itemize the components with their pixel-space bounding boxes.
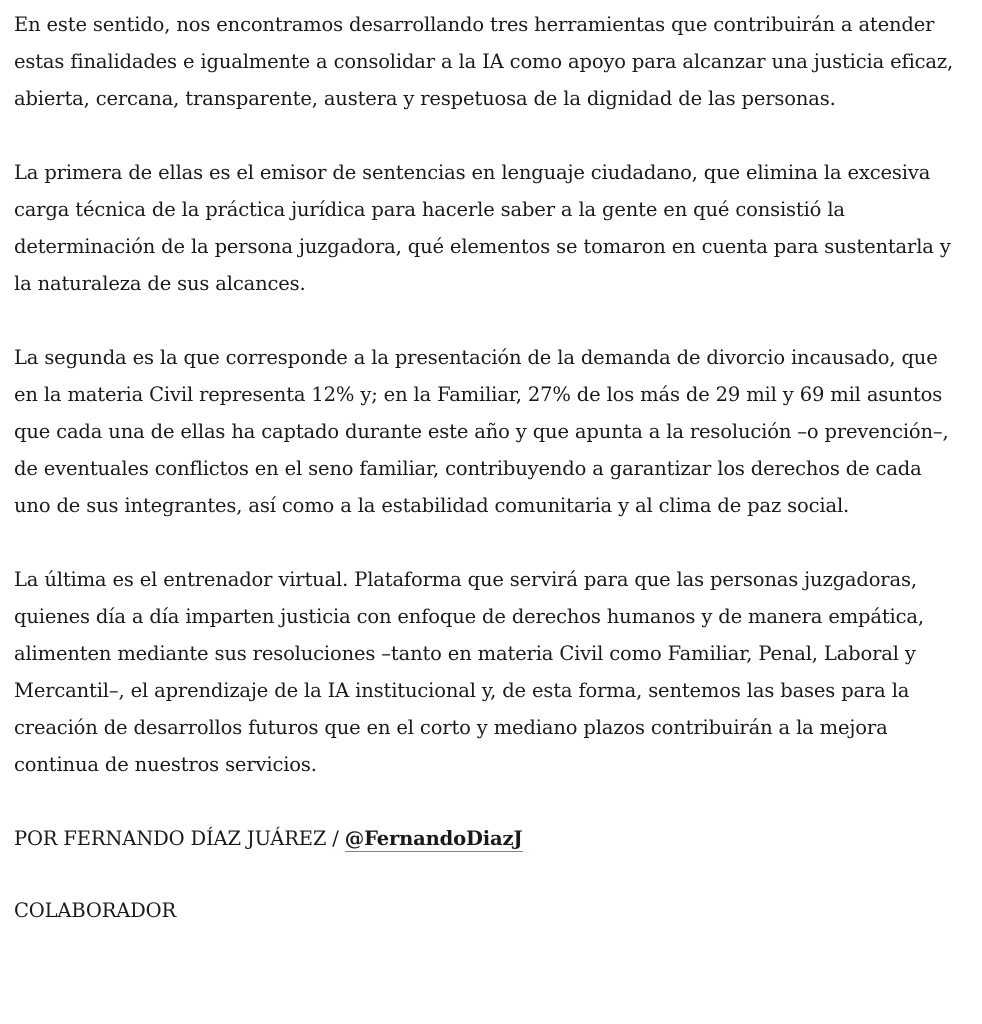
author-handle-link[interactable]: @FernandoDiazJ — [344, 827, 523, 850]
article-body — [14, 6, 954, 966]
paragraph-second-tool: La segunda es la que corresponde a la presentación de la demanda de divorcio incausado, que en la materia Civil representa 12% y; en la Familiar, 27% de los más de 29 mil y 69 mil asuntos que cada una de ellas ha captado durante este año y que apunta a la resolución –o prevención–, de eventuales conflictos en el seno familiar, contribuyendo a garantizar los derechos de cada uno de sus integrantes, así como a la estabilidad comunitaria y al clima de paz social. — [14, 346, 949, 517]
paragraph-intro: En este sentido, nos encontramos desarrollando tres herramientas que contribuirán a atender estas finalidades e igualmente a consolidar a la IA como apoyo para alcanzar una justicia eficaz, abierta, cercana, transparente, austera y respetuosa de la dignidad de las personas. — [14, 13, 954, 110]
paragraph-third-tool: La última es el entrenador virtual. Plataforma que servirá para que las personas juzgadoras, quienes día a día imparten justicia con enfoque de derechos humanos y de manera empática, alimenten mediante sus resoluciones –tanto en materia Civil como Familiar, Penal, Laboral y Mercantil–, el aprendizaje de la IA institucional y, de esta forma, sentemos las bases para la creación de desarrollos futuros que en el corto y mediano plazos contribuirán a la mejora continua de nuestros servicios. — [14, 568, 924, 776]
byline — [14, 820, 954, 857]
author-role: COLABORADOR — [14, 899, 177, 922]
paragraph-first-tool: La primera de ellas es el emisor de sentencias en lenguaje ciudadano, que elimina la excesiva carga técnica de la práctica jurídica para hacerle saber a la gente en qué consistió la determinación de la persona juzgadora, qué elementos se tomaron en cuenta para sustentarla y la naturaleza de sus alcances. — [14, 161, 951, 295]
byline-author: POR FERNANDO DÍAZ JUÁREZ / — [14, 827, 345, 850]
